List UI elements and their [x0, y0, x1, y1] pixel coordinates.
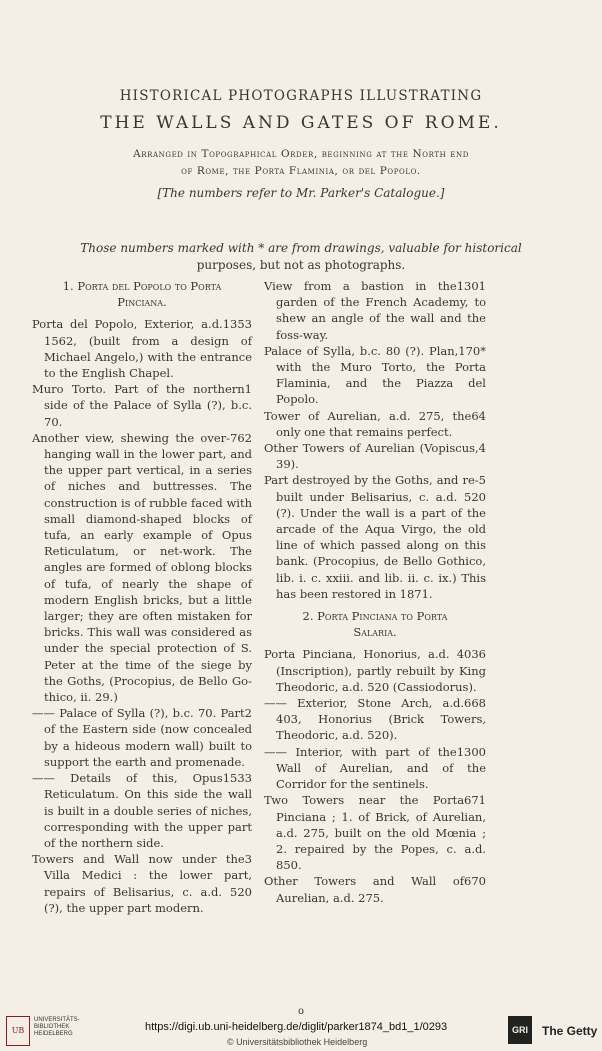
entry-text: Two Towers near the Porta Pinciana ; 1. of Brick, of Aurelian, a.d. 275, built on the old Mœnia ; 2. repaired by the Popes, c. a.d. 850. [264, 793, 486, 873]
permalink-url[interactable]: https://digi.ub.uni-heidelberg.de/diglit/parker1874_bd1_1/0293 [145, 1021, 448, 1033]
subtitle-line-2: of Rome, the Porta Flaminia, or del Popolo. [181, 165, 421, 177]
entry-number: 1 [244, 382, 252, 397]
entry-text: Part destroyed by the Goths, and rebuilt under Belisarius, c. a.d. 520 (?). Under the wall is a part of the arcade of the Aqua Virgo, the old line of which passed along on this bank. (Procopius, de Bello Gothico, lib. i. c. xxiii. and lib. ii. c. ix.) This has been restored in 1871. [264, 473, 486, 601]
entry-text: —— Details of this, Opus Reticulatum. On this side the wall is built in a double series of niches, corresponding with the upper part of the northern side. [32, 771, 252, 850]
entry-number: 64 [471, 408, 486, 423]
catalogue-entry [264, 873, 486, 905]
section-heading-2-a: 2. Porta Pinciana to Porta [302, 609, 448, 624]
drawings-note [0, 240, 602, 274]
subtitle-line-1: Arranged in Topographical Order, beginning at the North end [133, 148, 469, 160]
catalogue-entry [264, 408, 486, 440]
entry-text: —— Exterior, Stone Arch, a.d. 403, Honorius (Brick Towers, Theodoric, a.d. 520). [264, 696, 486, 743]
catalogue-entry [32, 705, 252, 770]
entry-number: 1300 [456, 744, 486, 759]
entry-number: 762 [230, 430, 252, 445]
section-heading-2-b: Salaria. [353, 625, 397, 640]
catalogue-entry [264, 695, 486, 744]
entry-text: —— Palace of Sylla (?), b.c. 70. Part of the Eastern side (now concealed by a hideous modern wall) built to support the earth and promenade. [32, 706, 252, 769]
subtitle [0, 146, 602, 180]
entry-text: Tower of Aurelian, a.d. 275, the only one that remains perfect. [264, 408, 472, 439]
entry-number: 668 [464, 696, 486, 711]
page-title: THE WALLS AND GATES OF ROME. [100, 113, 502, 133]
entry-text: —— Interior, with part of the Wall of Aurelian, and of the Corridor for the sentinels. [264, 744, 486, 792]
entry-text: Other Towers and Wall of Aurelian, a.d. 275. [264, 874, 465, 905]
header-line-1: HISTORICAL PHOTOGRAPHS ILLUSTRATING [119, 88, 483, 104]
entry-number: 3 [244, 852, 252, 867]
catalogue-entry [32, 316, 252, 381]
catalogue-note: [The numbers refer to Mr. Parker's Catalogue.] [157, 186, 445, 200]
entry-text: Muro Torto. Part of the northern side of the Palace of Sylla (?), b.c. 70. [32, 382, 252, 429]
catalogue-entry [264, 646, 486, 695]
entry-text: Porta Pinciana, Honorius, a.d. 403 (Inscription), partly rebuilt by King Theodoric, a.d. 520 (Cassiodorus). [264, 647, 486, 694]
catalogue-entry [264, 792, 486, 873]
entry-number: 6 [478, 647, 486, 662]
catalogue-entry [264, 472, 486, 602]
right-column [264, 278, 486, 906]
catalogue-entry [32, 851, 252, 916]
getty-label: The Getty [542, 1024, 598, 1038]
entry-number: 4 [478, 441, 486, 456]
section-heading-1 [32, 278, 252, 310]
getty-logo-icon: GRI [508, 1016, 532, 1044]
institution-label: UNIVERSITÄTS- BIBLIOTHEK HEIDELBERG [34, 1017, 80, 1037]
entry-number: 5 [478, 473, 486, 488]
entry-text: Other Towers of Aurelian (Vopiscus, 39). [264, 441, 479, 472]
entry-number: 1353 [222, 317, 252, 332]
catalogue-entry [32, 381, 252, 430]
drawings-note-line-2: purposes, but not as photographs. [196, 258, 406, 272]
entry-text: Porta del Popolo, Exterior, a.d. 1562, (built from a design of Michael Angelo,) with the entrance to the English Chapel. [32, 317, 252, 381]
entry-text: Another view, shewing the overhanging wall in the lower part, and the upper part vertical, in a series of niches and buttresses. The construction is of rubble faced with small diamond-shaped blocks of tufa, an early example of Opus Reticulatum, or net-work. The angles are formed of oblong blocks of tufa, of nearly the shape of modern English bricks, but a little larger; they are often mistaken for bricks. This wall was considered as under the special protection of S. Peter at the time of the siege by the Goths, (Procopius, de Bello Gothico, ii. 29.) [32, 430, 252, 705]
catalogue-entry [264, 440, 486, 472]
entry-number: 670 [464, 874, 486, 889]
university-library-logo-icon: UB [6, 1016, 30, 1046]
entry-number: 1533 [222, 771, 252, 786]
drawings-note-line-1: Those numbers marked with * are from drawings, valuable for historical [80, 241, 522, 255]
entry-number: 671 [464, 793, 486, 808]
entry-text: Towers and Wall now under the Villa Medici : the lower part, repairs of Belisarius, c. a.d. 520 (?), the upper part modern. [32, 852, 252, 915]
entry-text: Palace of Sylla, b.c. 80 (?). Plan, with the Muro Torto, the Porta Flaminia, and the Piazza del Popolo. [264, 343, 486, 407]
copyright-notice: © Universitätsbibliothek Heidelberg [227, 1037, 368, 1047]
catalogue-entry [264, 744, 486, 793]
page-mark: o [297, 1006, 305, 1017]
section-heading-2 [264, 608, 486, 640]
entry-number: 1301 [456, 279, 486, 293]
catalogue-entry [264, 278, 486, 343]
section-heading-1-a: 1. Porta del Popolo to Porta [62, 279, 222, 293]
entry-number: 170* [458, 343, 486, 358]
entry-number: 2 [244, 706, 252, 721]
section-heading-1-b: Pinciana. [117, 295, 167, 310]
entry-text: View from a bastion in the garden of the French Academy, to shew an angle of the wall and the foss-way. [264, 279, 486, 342]
catalogue-entry [32, 430, 252, 705]
catalogue-entry [32, 770, 252, 851]
left-column [32, 278, 252, 916]
catalogue-entry [264, 343, 486, 408]
